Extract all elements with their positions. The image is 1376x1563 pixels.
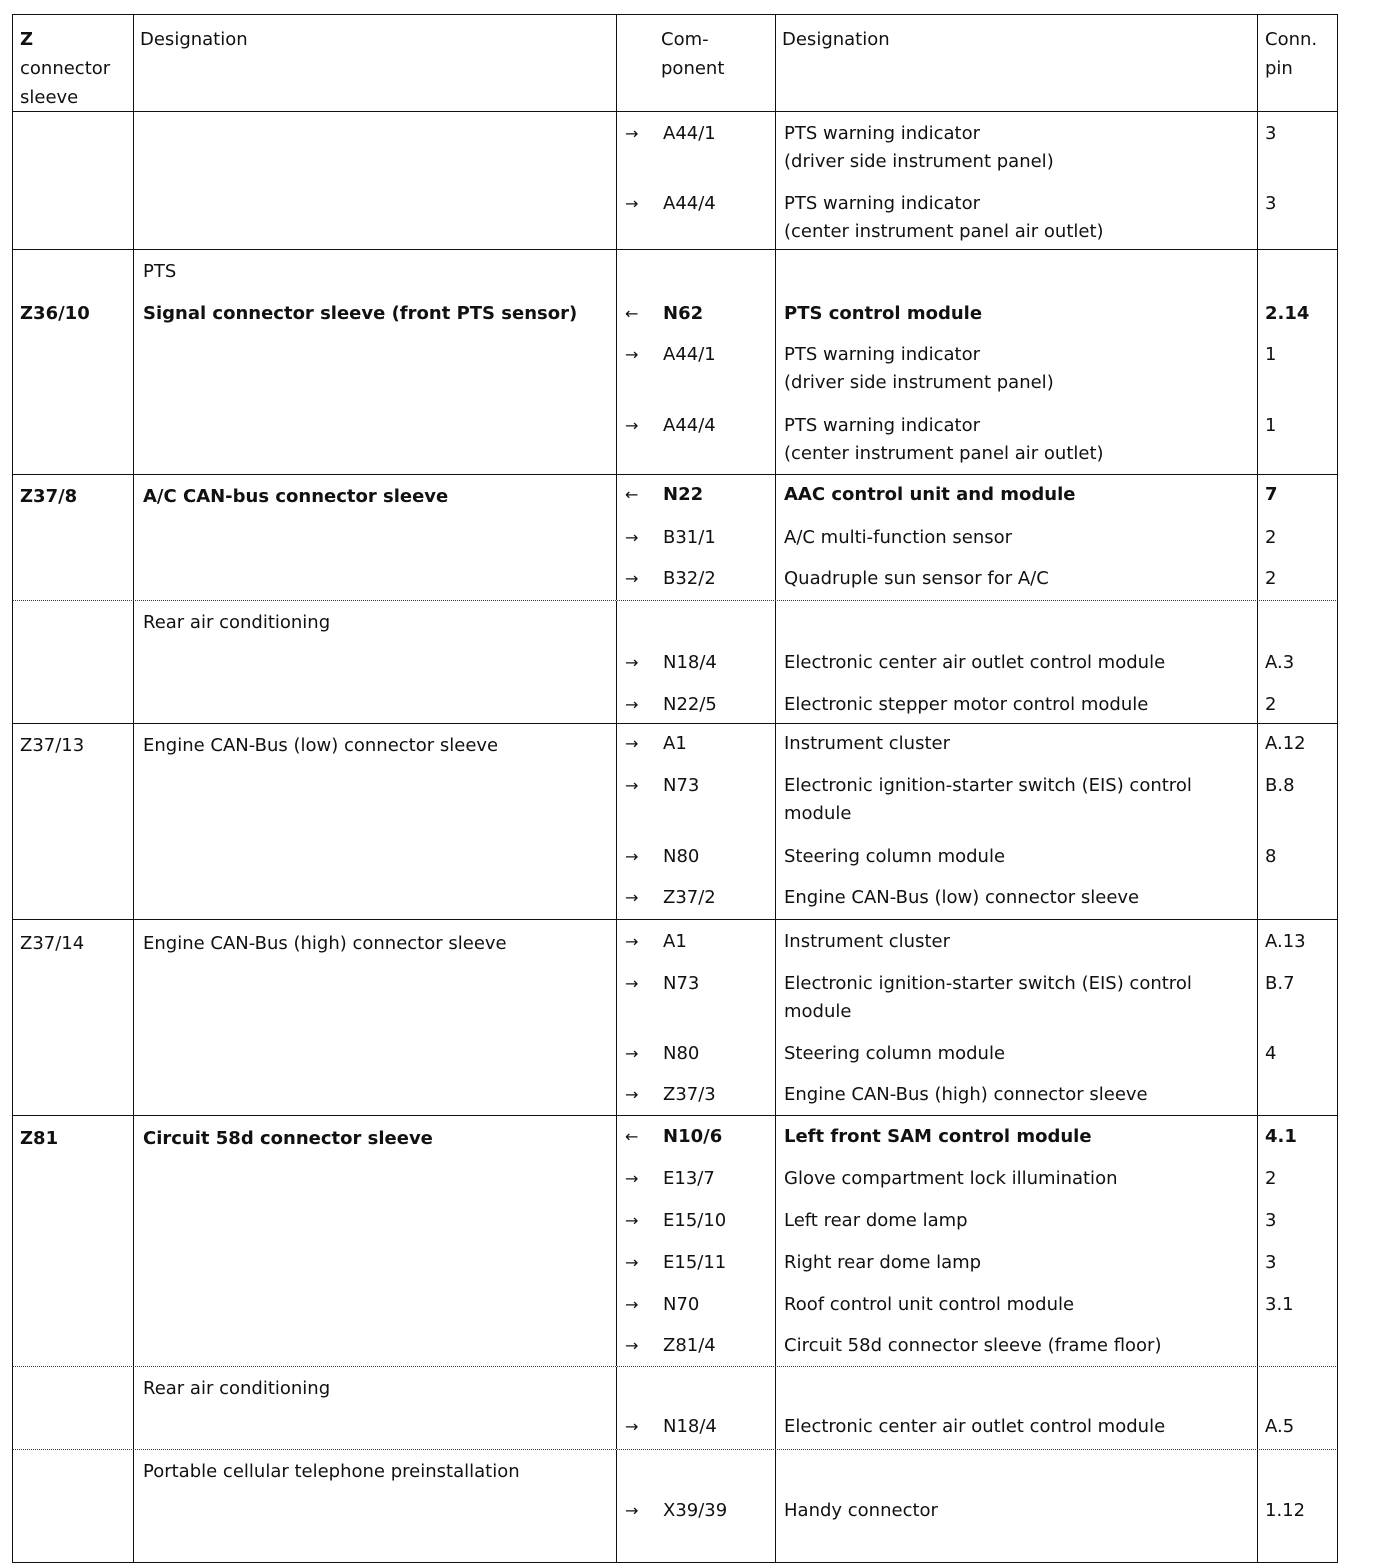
conn-pin: 2 bbox=[1265, 694, 1277, 715]
component-designation bbox=[784, 300, 982, 328]
designation-line: (center instrument panel air outlet) bbox=[784, 221, 1104, 242]
conn-pin: A.12 bbox=[1265, 733, 1306, 754]
conn-pin: B.7 bbox=[1265, 973, 1295, 994]
sleeve-designation: A/C CAN-bus connector sleeve bbox=[143, 486, 449, 507]
component-code: E15/10 bbox=[663, 1210, 727, 1231]
component-designation bbox=[784, 843, 1005, 871]
designation-line: module bbox=[784, 803, 852, 824]
arrow-out-icon: → bbox=[625, 653, 639, 672]
designation-line: Handy connector bbox=[784, 1500, 938, 1521]
component-code: N73 bbox=[663, 973, 700, 994]
arrow-out-icon: → bbox=[625, 888, 639, 907]
designation-line: Circuit 58d connector sleeve (frame floor) bbox=[784, 1335, 1162, 1356]
component-designation bbox=[784, 730, 950, 758]
conn-pin: 1.12 bbox=[1265, 1500, 1306, 1521]
arrow-out-icon: → bbox=[625, 1336, 639, 1355]
header-designation-component: Designation bbox=[782, 29, 890, 50]
arrow-out-icon: → bbox=[625, 528, 639, 547]
component-designation bbox=[784, 1497, 938, 1525]
header-designation: Designation bbox=[140, 29, 248, 50]
conn-pin: 2.14 bbox=[1265, 303, 1310, 324]
table-row bbox=[12, 250, 1338, 475]
designation-line: PTS warning indicator bbox=[784, 123, 981, 144]
component-code: Z37/3 bbox=[663, 1084, 716, 1105]
designation-line: Engine CAN-Bus (low) connector sleeve bbox=[784, 887, 1140, 908]
designation-line: Instrument cluster bbox=[784, 931, 950, 952]
designation-line: Left rear dome lamp bbox=[784, 1210, 968, 1231]
component-designation bbox=[784, 772, 1192, 828]
component-code: Z81/4 bbox=[663, 1335, 716, 1356]
arrow-out-icon: → bbox=[625, 1501, 639, 1520]
arrow-out-icon: → bbox=[625, 847, 639, 866]
table-row bbox=[12, 1367, 1338, 1450]
table-row bbox=[12, 1450, 1338, 1563]
conn-pin: 3 bbox=[1265, 123, 1277, 144]
conn-pin: 4 bbox=[1265, 1043, 1277, 1064]
designation-line: Glove compartment lock illumination bbox=[784, 1168, 1118, 1189]
conn-pin: 2 bbox=[1265, 568, 1277, 589]
arrow-out-icon: → bbox=[625, 1417, 639, 1436]
table-row bbox=[12, 475, 1338, 601]
component-code: B32/2 bbox=[663, 568, 716, 589]
component-code: N22/5 bbox=[663, 694, 717, 715]
arrow-out-icon: → bbox=[625, 776, 639, 795]
component-code: N18/4 bbox=[663, 652, 717, 673]
component-code: X39/39 bbox=[663, 1500, 728, 1521]
component-code: N73 bbox=[663, 775, 700, 796]
component-designation bbox=[784, 1123, 1092, 1151]
component-designation bbox=[784, 1040, 1005, 1068]
arrow-in-icon: ← bbox=[625, 485, 639, 504]
conn-pin: 8 bbox=[1265, 846, 1277, 867]
component-designation bbox=[784, 1249, 981, 1277]
conn-pin: B.8 bbox=[1265, 775, 1295, 796]
component-designation bbox=[784, 341, 1054, 397]
section-heading: Rear air conditioning bbox=[143, 1378, 331, 1399]
designation-line: Electronic ignition-starter switch (EIS) control bbox=[784, 973, 1192, 994]
designation-line: PTS warning indicator bbox=[784, 193, 981, 214]
designation-line: (center instrument panel air outlet) bbox=[784, 443, 1104, 464]
conn-pin: 2 bbox=[1265, 527, 1277, 548]
arrow-out-icon: → bbox=[625, 1295, 639, 1314]
designation-line: Electronic center air outlet control module bbox=[784, 652, 1166, 673]
component-designation bbox=[784, 190, 1104, 246]
component-code: N22 bbox=[663, 484, 704, 505]
table-row bbox=[12, 920, 1338, 1116]
sleeve-designation: Signal connector sleeve (front PTS sensor) bbox=[143, 303, 578, 324]
conn-pin: 3 bbox=[1265, 1252, 1277, 1273]
designation-line: Right rear dome lamp bbox=[784, 1252, 982, 1273]
arrow-out-icon: → bbox=[625, 734, 639, 753]
designation-line: Steering column module bbox=[784, 1043, 1006, 1064]
arrow-out-icon: → bbox=[625, 345, 639, 364]
component-designation bbox=[784, 1332, 1161, 1360]
arrow-out-icon: → bbox=[625, 695, 639, 714]
component-designation bbox=[784, 524, 1012, 552]
connector-sleeve-table bbox=[12, 14, 1338, 1563]
section-heading: Rear air conditioning bbox=[143, 612, 331, 633]
sleeve-designation: Engine CAN-Bus (high) connector sleeve bbox=[143, 933, 507, 954]
designation-line: PTS warning indicator bbox=[784, 344, 981, 365]
z-connector-sleeve-id: Z36/10 bbox=[20, 303, 90, 324]
component-designation bbox=[784, 1413, 1165, 1441]
component-designation bbox=[784, 649, 1165, 677]
header-component: Com- ponent bbox=[661, 29, 725, 79]
component-designation bbox=[784, 1291, 1074, 1319]
arrow-out-icon: → bbox=[625, 1169, 639, 1188]
designation-line: AAC control unit and module bbox=[784, 484, 1076, 505]
designation-line: Electronic ignition-starter switch (EIS) control bbox=[784, 775, 1192, 796]
component-designation bbox=[784, 120, 1054, 176]
arrow-out-icon: → bbox=[625, 194, 639, 213]
conn-pin: A.13 bbox=[1265, 931, 1306, 952]
component-code: N80 bbox=[663, 1043, 700, 1064]
arrow-out-icon: → bbox=[625, 1085, 639, 1104]
component-designation bbox=[784, 1081, 1148, 1109]
z-connector-sleeve-id: Z37/13 bbox=[20, 735, 85, 756]
arrow-out-icon: → bbox=[625, 932, 639, 951]
conn-pin: 1 bbox=[1265, 344, 1277, 365]
component-designation bbox=[784, 1207, 968, 1235]
designation-line: Electronic center air outlet control module bbox=[784, 1416, 1166, 1437]
designation-line: Engine CAN-Bus (high) connector sleeve bbox=[784, 1084, 1148, 1105]
component-code: A44/4 bbox=[663, 193, 716, 214]
table-row bbox=[12, 1116, 1338, 1367]
component-code: N10/6 bbox=[663, 1126, 723, 1147]
component-code: A44/4 bbox=[663, 415, 716, 436]
arrow-in-icon: ← bbox=[625, 304, 639, 323]
arrow-out-icon: → bbox=[625, 1253, 639, 1272]
component-designation bbox=[784, 884, 1139, 912]
arrow-out-icon: → bbox=[625, 1044, 639, 1063]
component-code: A1 bbox=[663, 931, 687, 952]
conn-pin: 2 bbox=[1265, 1168, 1277, 1189]
designation-line: Quadruple sun sensor for A/C bbox=[784, 568, 1049, 589]
conn-pin: 3 bbox=[1265, 193, 1277, 214]
component-designation bbox=[784, 691, 1148, 719]
designation-line: (driver side instrument panel) bbox=[784, 372, 1054, 393]
table-row bbox=[12, 601, 1338, 724]
component-code: E13/7 bbox=[663, 1168, 715, 1189]
component-code: N62 bbox=[663, 303, 704, 324]
designation-line: PTS warning indicator bbox=[784, 415, 981, 436]
header-conn-pin: Conn. pin bbox=[1265, 29, 1318, 79]
z-connector-sleeve-id: Z37/8 bbox=[20, 486, 78, 507]
component-code: B31/1 bbox=[663, 527, 716, 548]
component-code: N80 bbox=[663, 846, 700, 867]
component-designation bbox=[784, 412, 1104, 468]
arrow-out-icon: → bbox=[625, 974, 639, 993]
conn-pin: A.3 bbox=[1265, 652, 1295, 673]
conn-pin: 3 bbox=[1265, 1210, 1277, 1231]
component-code: N18/4 bbox=[663, 1416, 717, 1437]
arrow-out-icon: → bbox=[625, 124, 639, 143]
designation-line: PTS control module bbox=[784, 303, 983, 324]
conn-pin: A.5 bbox=[1265, 1416, 1295, 1437]
conn-pin: 4.1 bbox=[1265, 1126, 1297, 1147]
conn-pin: 7 bbox=[1265, 484, 1278, 505]
component-designation bbox=[784, 565, 1049, 593]
conn-pin: 1 bbox=[1265, 415, 1277, 436]
z-connector-sleeve-id: Z81 bbox=[20, 1128, 59, 1149]
designation-line: Steering column module bbox=[784, 846, 1006, 867]
component-designation bbox=[784, 928, 950, 956]
arrow-out-icon: → bbox=[625, 569, 639, 588]
designation-line: module bbox=[784, 1001, 852, 1022]
component-code: A44/1 bbox=[663, 344, 716, 365]
section-heading: Portable cellular telephone preinstallation bbox=[143, 1461, 520, 1482]
component-code: A44/1 bbox=[663, 123, 716, 144]
table-header bbox=[12, 14, 1338, 112]
header-z-connector-sleeve: Z connector sleeve bbox=[20, 29, 111, 108]
designation-line: A/C multi-function sensor bbox=[784, 527, 1013, 548]
arrow-out-icon: → bbox=[625, 1211, 639, 1230]
designation-line: Left front SAM control module bbox=[784, 1126, 1092, 1147]
component-code: N70 bbox=[663, 1294, 700, 1315]
component-code: Z37/2 bbox=[663, 887, 716, 908]
section-heading: PTS bbox=[143, 261, 177, 282]
z-connector-sleeve-id: Z37/14 bbox=[20, 933, 85, 954]
component-designation bbox=[784, 481, 1075, 509]
sleeve-designation: Engine CAN-Bus (low) connector sleeve bbox=[143, 735, 499, 756]
designation-line: Electronic stepper motor control module bbox=[784, 694, 1149, 715]
designation-line: Roof control unit control module bbox=[784, 1294, 1075, 1315]
conn-pin: 3.1 bbox=[1265, 1294, 1294, 1315]
component-code: E15/11 bbox=[663, 1252, 727, 1273]
arrow-out-icon: → bbox=[625, 416, 639, 435]
component-designation bbox=[784, 1165, 1117, 1193]
table-row bbox=[12, 724, 1338, 920]
designation-line: Instrument cluster bbox=[784, 733, 950, 754]
arrow-in-icon: ← bbox=[625, 1127, 639, 1146]
designation-line: (driver side instrument panel) bbox=[784, 151, 1054, 172]
table-row bbox=[12, 112, 1338, 250]
component-code: A1 bbox=[663, 733, 687, 754]
component-designation bbox=[784, 970, 1192, 1026]
sleeve-designation: Circuit 58d connector sleeve bbox=[143, 1128, 433, 1149]
